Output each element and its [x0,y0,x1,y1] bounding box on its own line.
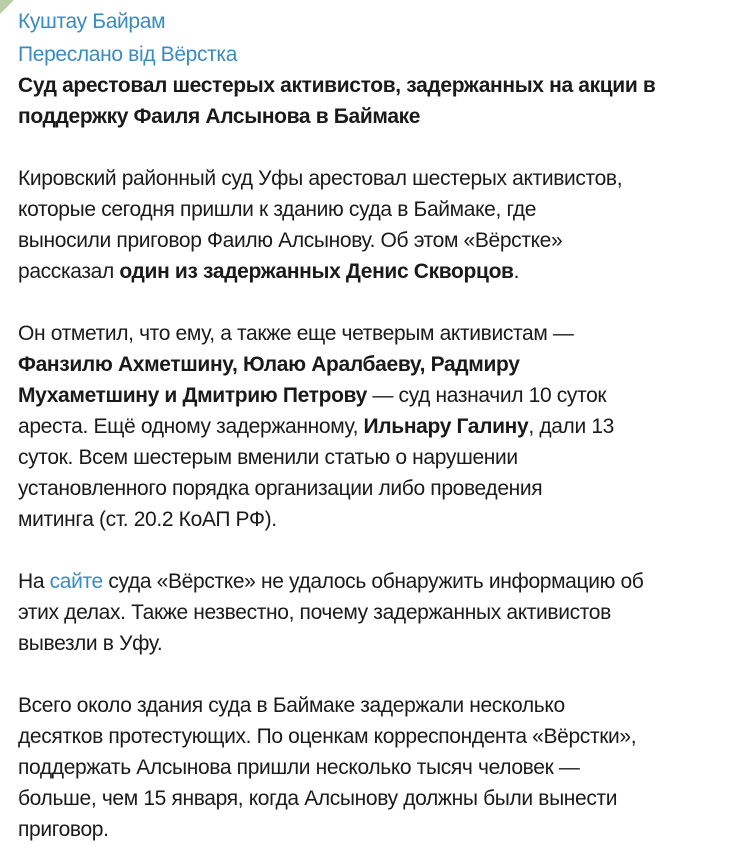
bold-text: поддержку Фаиля Алсынова в Баймаке [18,105,421,128]
message-paragraph [18,318,733,535]
text-line [18,752,733,783]
text-line [18,256,733,287]
text-segment: десятков протестующих. По оценкам корреспондента «Вёрстки», [18,725,637,748]
text-segment: выносили приговор Фаилю Алсынову. Об этом «Вёрстке» [18,229,563,252]
text-segment: поддержать Алсынова пришли несколько тысяч человек — [18,756,580,779]
text-segment: вывезли в Уфу. [18,632,163,655]
text-line [18,101,733,132]
sender-name[interactable]: Куштау Байрам [18,10,166,33]
bold-text: один из задержанных Денис Скворцов [119,260,514,283]
text-line [18,566,733,597]
message-paragraph [18,163,733,287]
text-line [18,349,733,380]
text-line [18,690,733,721]
text-segment: этих делах. Также незвестно, почему задержанных активистов [18,601,611,624]
text-line [18,473,733,504]
paragraph-gap [18,535,733,566]
bold-text: Фанзилю Ахметшину, Юлаю Аралбаеву, Радмиру [18,353,520,376]
text-segment: которые сегодня пришли к зданию суда в Баймаке, где [18,198,537,221]
text-segment: , дали 13 [528,415,614,438]
text-line [18,70,733,101]
text-line [18,411,733,442]
text-segment: ареста. Ещё одному задержанному, [18,415,364,438]
text-segment: больше, чем 15 января, когда Алсынову должны были вынести [18,787,618,810]
forwarded-from[interactable]: Переслано від Вёрстка [18,43,238,66]
text-line [18,628,733,659]
text-segment: . [513,260,520,283]
message-bubble [18,6,733,845]
bold-text: Мухаметшину и Дмитрию Петрову [18,384,367,407]
text-segment: суда «Вёрстке» не удалось обнаружить информацию об [102,570,644,593]
text-line [18,597,733,628]
message-paragraph [18,566,733,659]
text-segment: рассказал [18,260,120,283]
text-line [18,225,733,256]
message-headline [18,70,733,132]
bubble-tail [0,0,14,14]
text-line [18,318,733,349]
text-segment: Он отметил, что ему, а также еще четверым активистам — [18,322,574,345]
bold-text: Суд арестовал шестерых активистов, задержанных на акции в [18,74,656,97]
text-line [18,504,733,535]
text-segment: На [18,570,50,593]
text-segment: Всего около здания суда в Баймаке задержали несколько [18,694,565,717]
text-segment: — суд назначил 10 суток [366,384,607,407]
text-line [18,442,733,473]
text-segment: Кировский районный суд Уфы арестовал шестерых активистов, [18,167,623,190]
paragraph-gap [18,287,733,318]
text-line [18,380,733,411]
text-line [18,783,733,814]
text-segment: митинга (ст. 20.2 КоАП РФ). [18,508,277,531]
text-segment: установленного порядка организации либо проведения [18,477,543,500]
text-segment: суток. Всем шестерым вменили статью о нарушении [18,446,518,469]
text-line [18,163,733,194]
paragraph-gap [18,659,733,690]
text-line [18,194,733,225]
message-body [18,70,733,845]
bold-text: Ильнару Галину [363,415,529,438]
text-line [18,721,733,752]
site-link[interactable]: сайте [49,570,103,593]
paragraph-gap [18,132,733,163]
text-line [18,814,733,845]
text-segment: приговор. [18,818,109,841]
message-paragraph [18,690,733,845]
